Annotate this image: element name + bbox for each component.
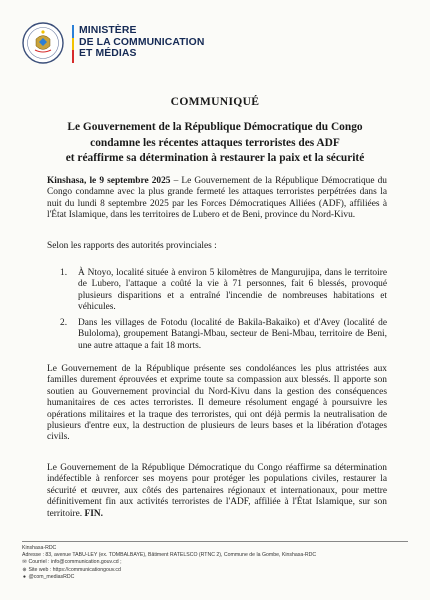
footer-social-row (22, 574, 412, 581)
list-number-1: 1. (60, 268, 68, 278)
footer-divider (22, 541, 408, 542)
footer-city: Kinshasa-RDC (22, 545, 57, 551)
footer-website[interactable]: Site web : https://communicationgouv.cd (28, 566, 121, 573)
closing-text: Le Gouvernement de la République Démocratique du Congo réaffirme sa détermination indéfectible à renforcer ses moyens pour protéger les populations civiles, restaurer la sécurité et œuvrer, aux côtés des partenaires régionaux et internationaux, pour mettre définitivement fin aux activités terroristes de l'ADF, affiliée à l'État Islamique, sur son territoire. (47, 463, 387, 519)
document-title: COMMUNIQUÉ (170, 95, 260, 108)
lead-text: – Le Gouvernement de la République Démocratique du Congo condamne avec la plus grande fermeté les attaques terroristes perpétrées dans la nuit du lundi 8 septembre 2025 par les Forces Démocratiques Alliées (ADF), affiliées à l'État Islamique, dans les territoires de Lubero et de Beni, province du Nord-Kivu. (47, 176, 387, 221)
subtitle-line-3: et réaffirme sa détermination à restaurer la paix et la sécurité (65, 152, 365, 164)
footer-email-row (22, 559, 412, 566)
list-item-1: À Ntoyo, localité située à environ 5 kilomètres de Mangurujipa, dans le territoire de Lubero, l'attaque a coûté la vie à 71 personnes, fait 6 blessés, provoqué plusieurs disparitions et a entraîné l'incendie de nombreuses habitations et véhicules. (78, 268, 387, 313)
list-item-2: Dans les villages de Fotodu (localité de Bakila-Bakaiko) et d'Avey (localité de Buloloma), groupement Batangi-Mbau, secteur de Beni-Mbau, territoire de Beni, une autre attaque a fait 18 morts. (78, 318, 387, 351)
subtitle-line-1: Le Gouvernement de la République Démocratique du Congo (67, 121, 363, 133)
ministry-line-2: DE LA COMMUNICATION (79, 36, 205, 48)
lead-paragraph (47, 176, 387, 222)
footer-address: Adresse : 83, avenue TABU-LEY (ex. TOMBALBAYE), Bâtiment RATELSCO (RTNC 2), Commune de la Gombe, Kinshasa-RDC (22, 552, 317, 559)
ministry-name (79, 25, 204, 60)
footer-website-row (22, 567, 412, 574)
footer (22, 545, 412, 581)
fin-mark: FIN. (84, 508, 103, 519)
dateline: Kinshasa, le 9 septembre 2025 (47, 176, 171, 186)
flag-color-bar (72, 25, 74, 63)
ministry-line-3: ET MÉDIAS (79, 48, 137, 60)
closing-paragraph (47, 463, 387, 520)
footer-social[interactable]: @com_mediasRDC (28, 573, 75, 580)
condolences-paragraph: Le Gouvernement de la République présente ses condoléances les plus attristées aux familles durement éprouvées et exprime toute sa compassion aux blessés. Il apporte son soutien au Gouvernement provincial du Nord-Kivu dans la gestion des conséquences humanitaires de ces actes terroristes. Il demeure résolument engagé à poursuivre les opérations militaires et la traque des terroristes, qui ont déjà permis la neutralisation de plusieurs d'entre eux, la destruction de plusieurs de leurs bases et la libération d'otages civils. (47, 364, 387, 443)
social-icons: ● (22, 573, 27, 580)
ministry-line-1: MINISTÈRE (79, 25, 137, 36)
subtitle-line-2: condamne les récentes attaques terroristes des ADF (90, 136, 340, 149)
document-subtitle (30, 120, 400, 167)
email-icon: ✉ (22, 559, 27, 566)
coat-of-arms-seal-icon (22, 22, 64, 64)
globe-icon: ⊕ (22, 566, 27, 573)
list-intro: Selon les rapports des autorités provinciales : (47, 241, 217, 251)
ministry-header (22, 22, 322, 66)
footer-email[interactable]: Courriel : info@communication.gouv.cd ; (28, 559, 122, 566)
list-number-2: 2. (60, 318, 68, 328)
